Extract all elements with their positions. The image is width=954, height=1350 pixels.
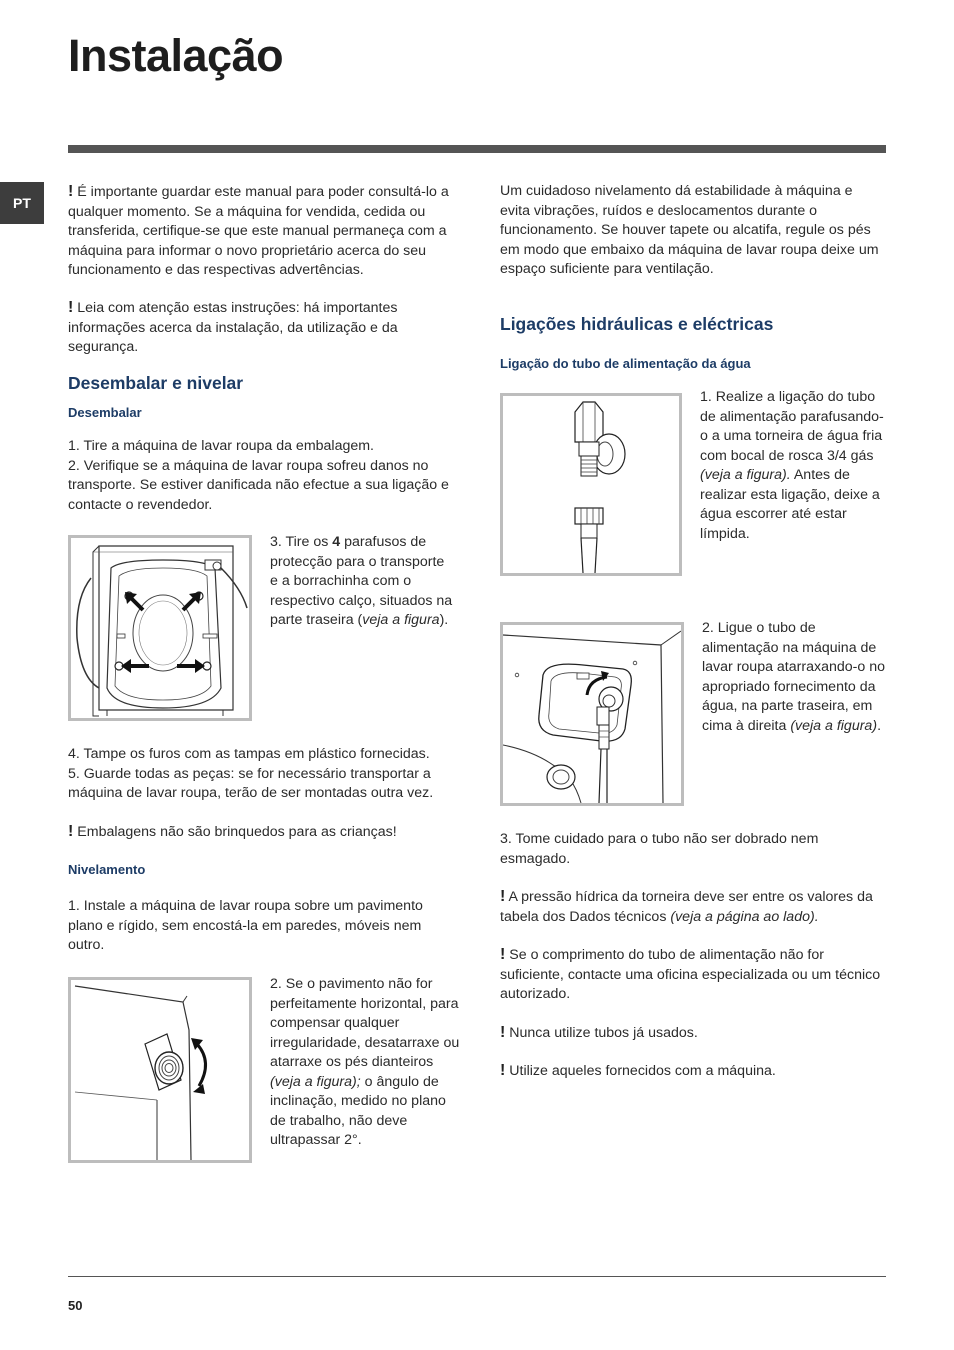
step-1: 1. Tire a máquina de lavar roupa da embalagem. <box>68 438 375 454</box>
machine-inlet-illustration <box>503 625 681 803</box>
unpack-step-3: 3. Tire os 4 parafusos de protecção para o transporte e a borrachinha com o respectivo calço, situados na parte traseira (veja a figura). <box>270 534 453 628</box>
figure-machine-back <box>68 535 252 721</box>
step-4: 4. Tampe os furos com as tampas em plástico fornecidas. <box>68 746 430 762</box>
connection-step-1: 1. Realize a ligação do tubo de alimentação parafusando-o a uma torneira de água fria com bocal de rosca 3/4 gás (veja a figura). Antes de realizar esta ligação, deixe a água escorrer até estar límpida. <box>700 389 884 542</box>
connection-step-2: 2. Ligue o tubo de alimentação na máquina de lavar roupa atarraxando-o no apropriado fornecimento da água, na parte traseira, em cima à direita (veja a figura). <box>702 620 885 734</box>
warning-exclamation-icon: ! <box>500 1062 506 1079</box>
unpack-steps-1-2 <box>68 437 458 515</box>
page-title: Instalação <box>68 30 284 81</box>
subheading-desembalar: Desembalar <box>68 405 142 420</box>
section-heading-ligacoes: Ligações hidráulicas e eléctricas <box>500 314 774 334</box>
warning-exclamation-icon: ! <box>500 946 506 963</box>
water-tap-illustration <box>503 396 679 573</box>
figure-machine-inlet <box>500 622 684 806</box>
language-tab: PT <box>0 182 44 224</box>
level-step-1: 1. Instale a máquina de lavar roupa sobre um pavimento plano e rígido, sem encostá-la em paredes, móveis nem outro. <box>68 898 423 953</box>
step-2: 2. Verifique se a máquina de lavar roupa sofreu danos no transporte. Se estiver danificada não efectue a sua ligação e contacte o revendedor. <box>68 457 449 513</box>
right-warning-2: ! Se o comprimento do tubo de alimentação não for suficiente, contacte uma oficina especializada ou um técnico autorizado. <box>500 946 881 1002</box>
step-5: 5. Guarde todas as peças: se for necessário transportar a máquina de lavar roupa, terão de ser montadas outra vez. <box>68 765 434 801</box>
warning-exclamation-icon: ! <box>68 183 74 200</box>
machine-back-illustration <box>71 538 249 718</box>
warning-exclamation-icon: ! <box>500 1024 506 1041</box>
connection-step-3: 3. Tome cuidado para o tubo não ser dobrado nem esmagado. <box>500 831 819 867</box>
warning-exclamation-icon: ! <box>500 888 506 905</box>
leveling-foot-illustration <box>71 980 249 1160</box>
subheading-tubo-alimentacao: Ligação do tubo de alimentação da água <box>500 356 751 371</box>
section-heading-desembalar: Desembalar e nivelar <box>68 373 244 393</box>
left-warning-3: ! Embalagens não são brinquedos para as crianças! <box>68 823 397 840</box>
right-warning-3: ! Nunca utilize tubos já usados. <box>500 1024 698 1041</box>
warning-exclamation-icon: ! <box>68 823 74 840</box>
subheading-nivelamento: Nivelamento <box>68 862 146 877</box>
unpack-steps-4-5 <box>68 745 458 804</box>
right-warning-4: ! Utilize aqueles fornecidos com a máquina. <box>500 1062 776 1079</box>
header-rule <box>68 145 886 153</box>
left-warning-1: ! É importante guardar este manual para poder consultá-lo a qualquer momento. Se a máquina for vendida, cedida ou transferida, certifique-se que este manual permaneça com a máquina para informar o novo proprietário acerca do seu funcionamento e das respectivas advertências. <box>68 183 449 278</box>
left-warning-2: ! Leia com atenção estas instruções: há importantes informações acerca da instalação, da utilização e da segurança. <box>68 299 398 355</box>
footer-rule <box>68 1276 886 1277</box>
level-step-2: 2. Se o pavimento não for perfeitamente horizontal, para compensar qualquer irregularidade, desatarraxe ou atarraxe os pés dianteiros (veja a figura); o ângulo de inclinação, medido no plano de trabalho, não deve ultrapassar 2°. <box>270 976 460 1148</box>
page-number: 50 <box>68 1298 83 1313</box>
right-warning-1: ! A pressão hídrica da torneira deve ser entre os valores da tabela dos Dados técnicos (veja a página ao lado). <box>500 888 873 925</box>
leveling-intro: Um cuidadoso nivelamento dá estabilidade à máquina e evita vibrações, ruídos e deslocamentos durante o funcionamento. Se houver tapete ou alcatifa, regule os pés em modo que embaixo da máquina de lavar roupa deixe um espaço suficiente para ventilação. <box>500 183 879 277</box>
warning-exclamation-icon: ! <box>68 299 74 316</box>
figure-leveling-foot <box>68 977 252 1163</box>
figure-water-tap <box>500 393 682 576</box>
